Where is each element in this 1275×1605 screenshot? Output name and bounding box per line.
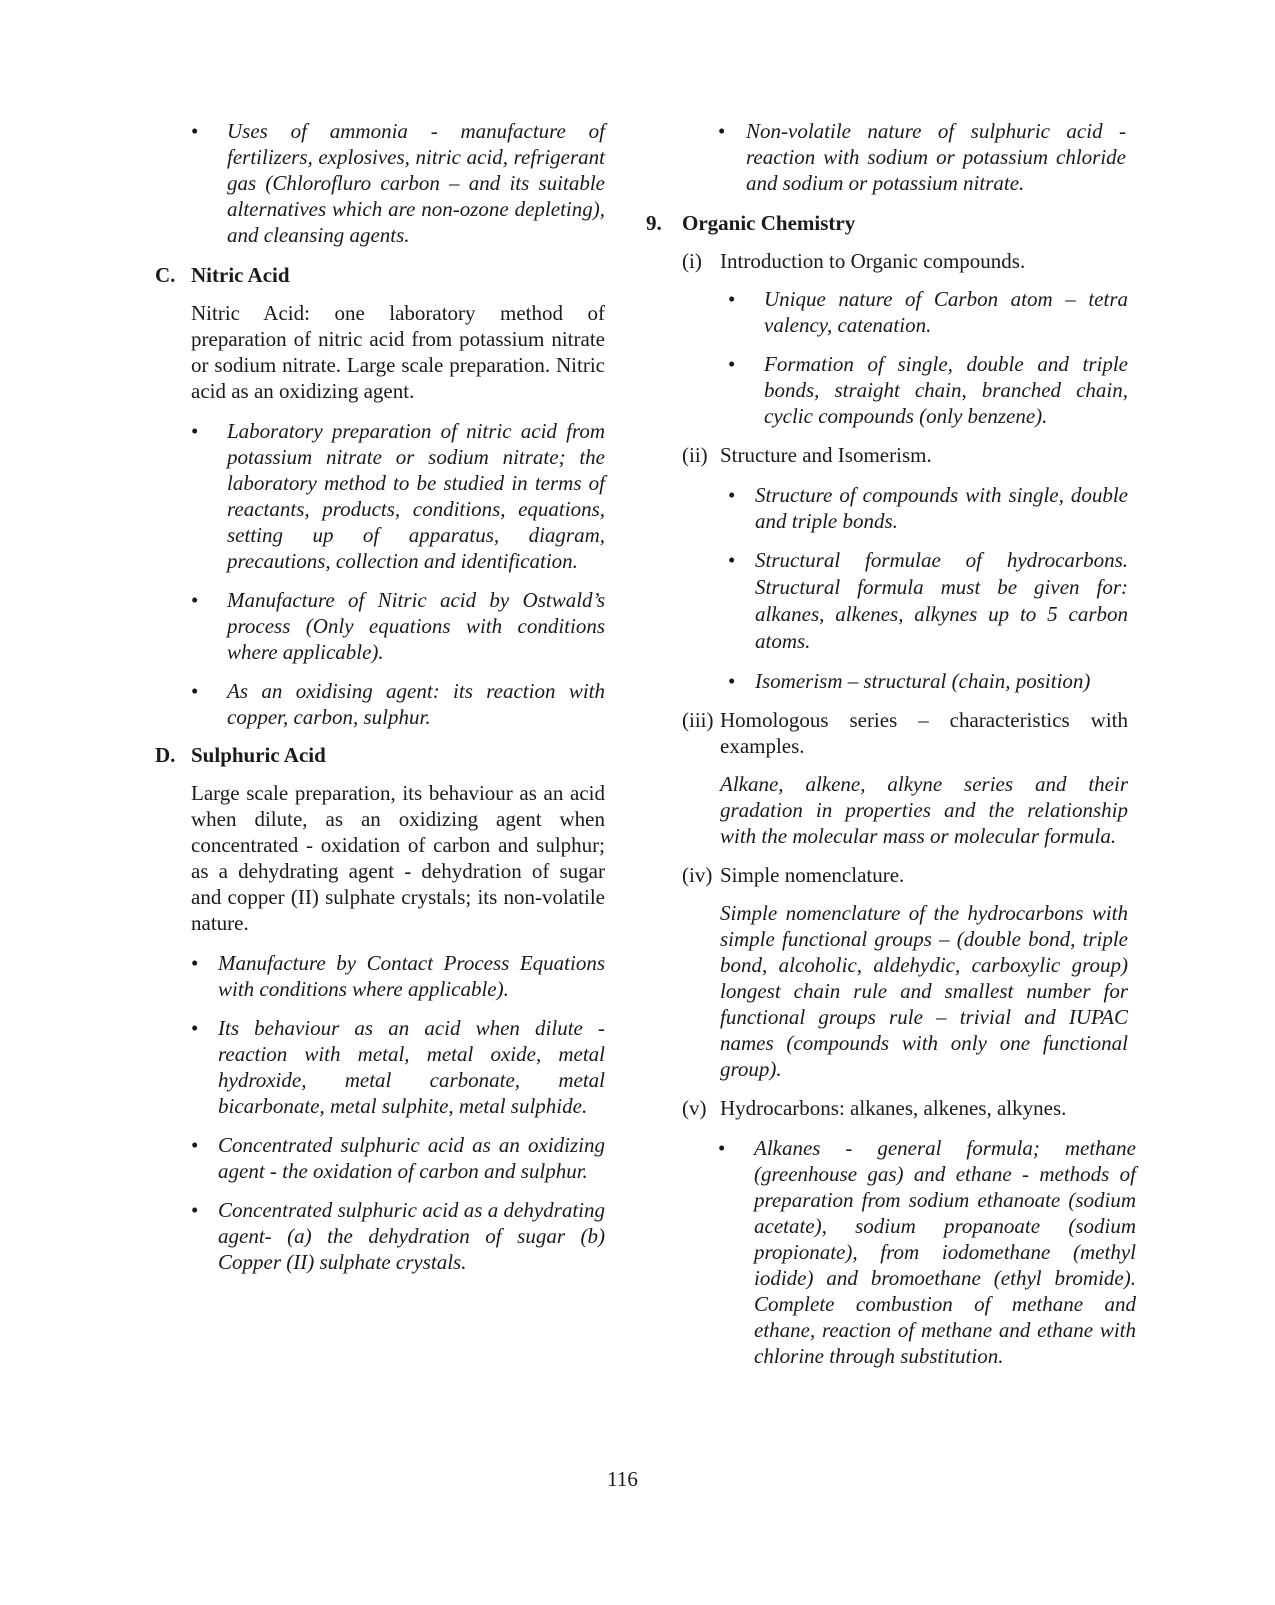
subsection-heading: [682, 707, 1128, 759]
left-column: [155, 118, 605, 1288]
list-item: [728, 351, 1128, 429]
subsection-title: Hydrocarbons: alkanes, alkenes, alkynes.: [720, 1096, 1067, 1120]
bullet-text: Its behaviour as an acid when dilute - reaction with metal, metal oxide, metal hydroxide, metal carbonate, metal bicarbonate, metal sulphite, metal sulphide.: [218, 1016, 605, 1118]
subsection-title: Simple nomenclature.: [720, 863, 905, 887]
bullet-text: Non-volatile nature of sulphuric acid - reaction with sodium or potassium chloride and sodium or potassium nitrate.: [746, 119, 1126, 195]
bullet-text: Manufacture by Contact Process Equations with conditions where applicable).: [218, 951, 605, 1001]
section-letter: D.: [155, 743, 176, 767]
subsection-heading: [682, 862, 1128, 888]
subsection-note: Simple nomenclature of the hydrocarbons with simple functional groups – (double bond, triple bond, alcoholic, aldehydic, carboxylic group) longest chain rule and smallest number for functional groups rule – trivial and IUPAC names (compounds with only one functional group).: [720, 901, 1128, 1081]
bullet-text: Formation of single, double and triple bonds, straight chain, branched chain, cyclic compounds (only benzene).: [764, 352, 1128, 428]
list-item: [191, 418, 605, 574]
bullet-icon: •: [191, 679, 199, 703]
bullet-icon: •: [191, 588, 199, 612]
section-heading-nitric-acid: [155, 262, 605, 288]
subsection-list: [682, 248, 1136, 1369]
subsection-note: Alkane, alkene, alkyne series and their gradation in properties and the relationship with the molecular mass or molecular formula.: [720, 772, 1128, 848]
bullet-icon: •: [728, 548, 736, 572]
bullet-text: Uses of ammonia - manufacture of fertilizers, explosives, nitric acid, refrigerant gas (Chlorofluro carbon – and its suitable alternatives which are non-ozone depleting), and cleansing agents.: [227, 119, 605, 247]
list-item: [191, 587, 605, 665]
subsection-number: (iii): [682, 708, 714, 732]
list-item: [728, 286, 1128, 338]
subsection-heading: [682, 442, 1128, 468]
bullet-icon: •: [191, 1198, 199, 1222]
section-title: Sulphuric Acid: [191, 743, 326, 767]
bullet-text: Isomerism – structural (chain, position): [755, 669, 1091, 693]
list-item: [191, 678, 605, 730]
list-item: [728, 547, 1128, 655]
list-item: [728, 668, 1128, 694]
bullet-icon: •: [191, 119, 199, 143]
bullet-icon: •: [718, 1136, 726, 1160]
bullet-text: Laboratory preparation of nitric acid from potassium nitrate or sodium nitrate; the laboratory method to be studied in terms of reactants, products, conditions, equations, setting up of apparatus, diagram, precautions, collection and identification.: [227, 419, 605, 573]
bullet-text: Manufacture of Nitric acid by Ostwald’s process (Only equations with conditions where applicable).: [227, 588, 605, 664]
section-letter: C.: [155, 263, 176, 287]
subsection-number: (ii): [682, 443, 708, 467]
section-paragraph: Nitric Acid: one laboratory method of preparation of nitric acid from potassium nitrate or sodium nitrate. Large scale preparation. Nitric acid as an oxidizing agent.: [191, 301, 605, 403]
list-item: [728, 482, 1128, 534]
bullet-icon: •: [191, 1016, 199, 1040]
bullet-icon: •: [191, 951, 199, 975]
section-paragraph: Large scale preparation, its behaviour as an acid when dilute, as an oxidizing agent when concentrated - oxidation of carbon and sulphur; as a dehydrating agent - dehydration of sugar and copper (II) sulphate crystals; its non-volatile nature.: [191, 781, 605, 935]
bullet-icon: •: [718, 119, 726, 143]
list-item: [191, 1132, 605, 1184]
bullet-icon: •: [728, 483, 736, 507]
bullet-text: Alkanes - general formula; methane (greenhouse gas) and ethane - methods of preparation from sodium ethanoate (sodium acetate), sodium propanoate (sodium propionate), from iodomethane (methyl iodide) and bromoethane (ethyl bromide). Complete combustion of methane and ethane, reaction of methane and ethane with chlorine through substitution.: [754, 1136, 1136, 1368]
bullet-text: Structural formulae of hydrocarbons. Structural formula must be given for: alkanes, alkenes, alkynes up to 5 carbon atoms.: [755, 548, 1128, 653]
subsection-title: Structure and Isomerism.: [720, 443, 932, 467]
list-item: [191, 118, 605, 248]
bullet-icon: •: [728, 352, 736, 376]
section-heading-organic-chemistry: [646, 210, 1138, 236]
subsection-title: Homologous series – characteristics with examples.: [720, 708, 1128, 758]
subsection-title: Introduction to Organic compounds.: [720, 249, 1026, 273]
subsection-number: (v): [682, 1096, 707, 1120]
list-item: [191, 950, 605, 1002]
subsection-heading: [682, 248, 1128, 274]
list-item: [718, 1135, 1136, 1369]
list-item: [718, 118, 1126, 196]
bullet-icon: •: [191, 419, 199, 443]
right-column: [646, 118, 1138, 1382]
subsection-number: (i): [682, 249, 702, 273]
bullet-icon: •: [728, 287, 736, 311]
bullet-text: Concentrated sulphuric acid as an oxidizing agent - the oxidation of carbon and sulphur.: [218, 1133, 605, 1183]
subsection-number: (iv): [682, 863, 713, 887]
bullet-text: Concentrated sulphuric acid as a dehydrating agent- (a) the dehydration of sugar (b) Copper (II) sulphate crystals.: [218, 1198, 605, 1274]
bullet-icon: •: [728, 669, 736, 693]
bullet-text: Structure of compounds with single, double and triple bonds.: [755, 483, 1128, 533]
section-heading-sulphuric-acid: [155, 742, 605, 768]
bullet-text: As an oxidising agent: its reaction with copper, carbon, sulphur.: [227, 679, 605, 729]
section-title: Nitric Acid: [191, 263, 290, 287]
subsection-heading: [682, 1095, 1128, 1121]
bullet-text: Unique nature of Carbon atom – tetra valency, catenation.: [764, 287, 1128, 337]
section-title: Organic Chemistry: [682, 211, 856, 235]
section-number: 9.: [646, 211, 662, 235]
list-item: [191, 1197, 605, 1275]
bullet-icon: •: [191, 1133, 199, 1157]
page-number: 116: [607, 1467, 638, 1491]
list-item: [191, 1015, 605, 1119]
